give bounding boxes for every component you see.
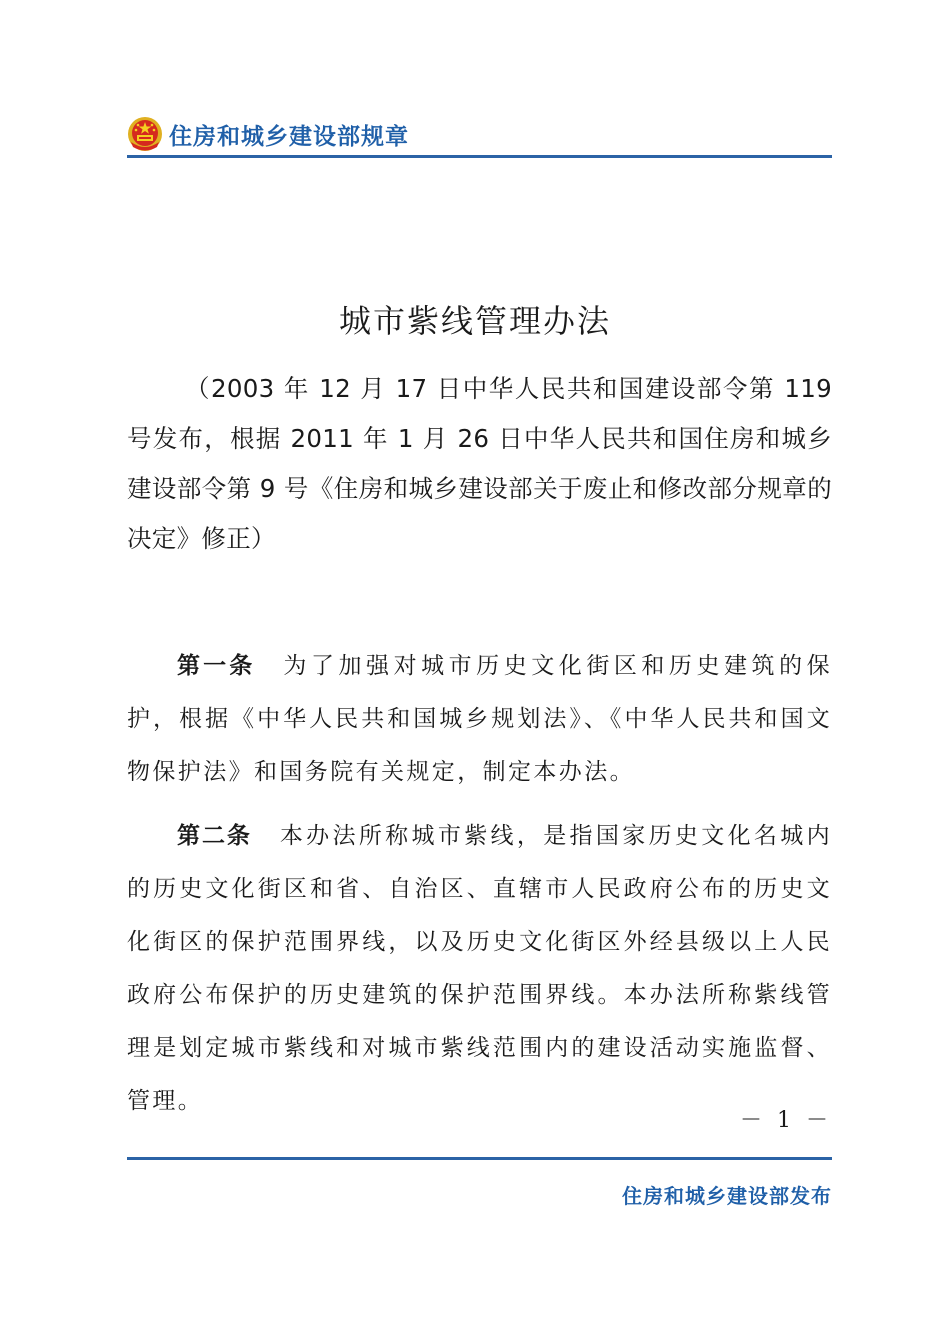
- page-number: － 1 －: [740, 1108, 832, 1133]
- article-2-text: 本办法所称城市紫线，是指国家历史文化名城内的历史文化街区和省、自治区、直辖市人民政府公布的历史文化街区的保护范围界线，以及历史文化街区外经县级以上人民政府公布保护的历史建筑的保护范围界线。本办法所称紫线管理是划定城市紫线和对城市紫线范围内的建设活动实施监督、管理。: [127, 823, 833, 1114]
- page-header: [127, 112, 832, 156]
- article-2: [127, 810, 832, 1128]
- document-subtitle: （2003 年 12 月 17 日中华人民共和国建设部令第 119 号发布，根据 2011 年 1 月 26 日中华人民共和国住房和城乡建设部令第 9 号《住房和城乡建设部关于废止和修改部分规章的决定》修正）: [127, 374, 832, 553]
- national-emblem-icon: [127, 116, 163, 152]
- footer-publisher: 住房和城乡建设部发布: [622, 1184, 832, 1208]
- footer-divider: [127, 1157, 832, 1160]
- article-1: [127, 640, 832, 799]
- header-divider: [127, 155, 832, 158]
- article-1-label: 第一条: [177, 653, 256, 679]
- header-title: 住房和城乡建设部规章: [169, 123, 409, 150]
- document-title: 城市紫线管理办法: [338, 302, 611, 340]
- article-2-label: 第二条: [177, 823, 252, 849]
- article-1-text: 为了加强对城市历史文化街区和历史建筑的保护，根据《中华人民共和国城乡规划法》、《中华人民共和国文物保护法》和国务院有关规定，制定本办法。: [127, 653, 833, 785]
